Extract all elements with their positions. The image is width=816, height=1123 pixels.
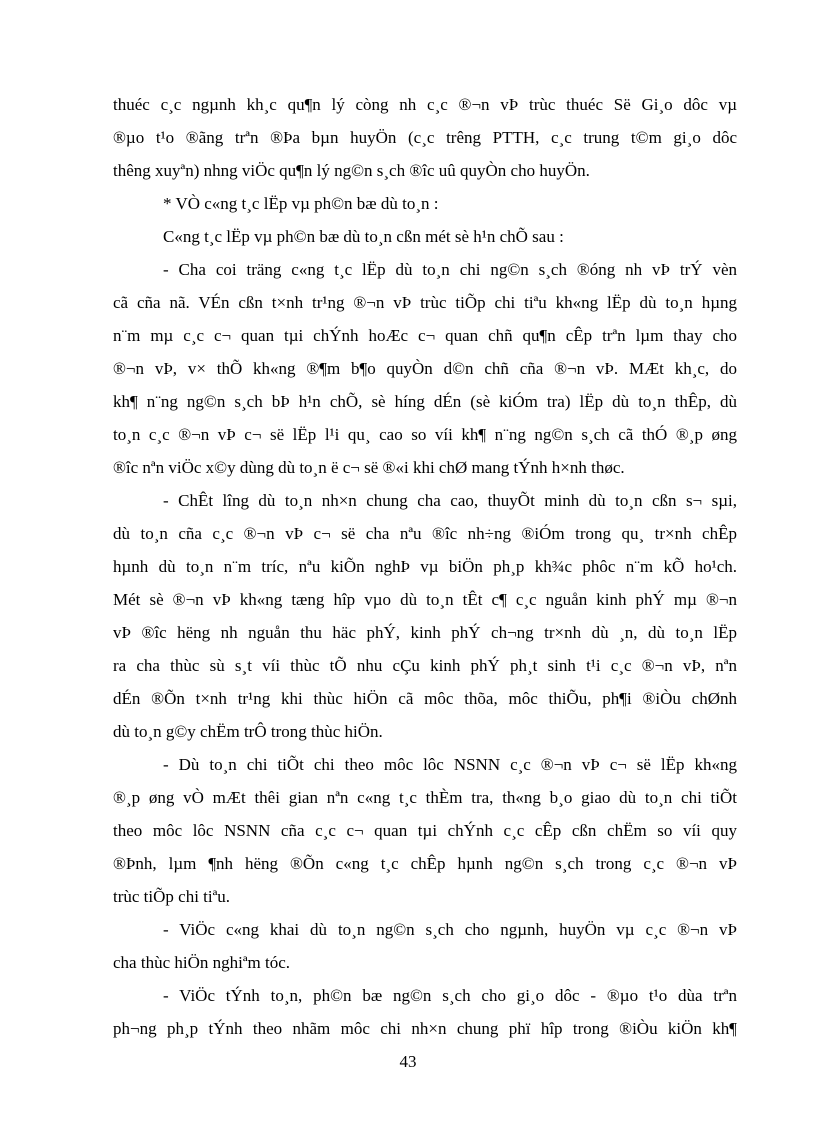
text-line: ra cha thùc sù s¸t víi thùc tÕ nhu cÇu kinh phÝ ph¸t sinh t¹i c¸c ®¬n vÞ, nªn bbox=[113, 656, 737, 675]
text-line: vÞ ®îc hëng nh nguån thu häc phÝ, kinh phÝ ch¬ng tr×nh dù ¸n, dù to¸n lËp bbox=[113, 623, 737, 642]
text-line: - Cha coi träng c«ng t¸c lËp dù to¸n chi ng©n s¸ch ®óng nh vÞ trÝ vèn bbox=[163, 260, 737, 279]
text-line: C«ng t¸c lËp vµ ph©n bæ dù to¸n cßn mét sè h¹n chÕ sau : bbox=[163, 227, 564, 246]
text-line: ®îc nªn viÖc x©y dùng dù to¸n ë c¬ së ®«i khi chØ mang tÝnh h×nh thøc. bbox=[113, 458, 625, 477]
text-line: ®¸p øng vÒ mÆt thêi gian nªn c«ng t¸c thÈm tra, th«ng b¸o giao dù to¸n chi tiÕt bbox=[113, 788, 737, 807]
text-line: - ViÖc tÝnh to¸n, ph©n bæ ng©n s¸ch cho gi¸o dôc - ®µo t¹o dùa trªn bbox=[163, 986, 737, 1005]
text-line: kh¶ n¨ng ng©n s¸ch bÞ h¹n chÕ, sè híng dÉn (sè kiÓm tra) lËp dù to¸n thÊp, dù bbox=[113, 392, 737, 411]
text-line: dÉn ®Õn t×nh tr¹ng khi thùc hiÖn cã môc thõa, môc thiÕu, ph¶i ®iÒu chØnh bbox=[113, 689, 737, 708]
text-line: ®Þnh, lµm ¶nh hëng ®Õn c«ng t¸c chÊp hµnh ng©n s¸ch trong c¸c ®¬n vÞ bbox=[113, 854, 737, 873]
text-line: n¨m mµ c¸c c¬ quan tµi chÝnh hoÆc c¬ quan chñ qu¶n cÊp trªn lµm thay cho bbox=[113, 326, 737, 345]
text-line: ph¬ng ph¸p tÝnh theo nhãm môc chi nh×n chung phï hîp trong ®iÒu kiÖn kh¶ bbox=[113, 1019, 737, 1038]
text-line: Mét sè ®¬n vÞ kh«ng tæng hîp vµo dù to¸n tÊt c¶ c¸c nguån kinh phÝ mµ ®¬n bbox=[113, 590, 737, 609]
text-line: dù to¸n cña c¸c ®¬n vÞ c¬ së cha nªu ®îc nh÷ng ®iÓm trong qu¸ tr×nh chÊp bbox=[113, 524, 737, 543]
text-line: - Dù to¸n chi tiÕt chi theo môc lôc NSNN c¸c ®¬n vÞ c¬ së lËp kh«ng bbox=[163, 755, 737, 774]
document-body bbox=[113, 88, 737, 1045]
section-heading: * VÒ c«ng t¸c lËp vµ ph©n bæ dù to¸n : bbox=[163, 194, 439, 213]
text-line: - ViÖc c«ng khai dù to¸n ng©n s¸ch cho ngµnh, huyÖn vµ c¸c ®¬n vÞ bbox=[163, 920, 737, 939]
text-line: trùc tiÕp chi tiªu. bbox=[113, 887, 231, 906]
text-line: to¸n c¸c ®¬n vÞ c¬ së lËp l¹i qu¸ cao so víi kh¶ n¨ng ng©n s¸ch cã thÓ ®¸p øng bbox=[113, 425, 737, 444]
text-line: dù to¸n g©y chËm trÔ trong thùc hiÖn. bbox=[113, 722, 383, 741]
text-line: cha thùc hiÖn nghiªm tóc. bbox=[113, 953, 291, 972]
text-line: - ChÊt lîng dù to¸n nh×n chung cha cao, thuyÕt minh dù to¸n cßn s¬ sµi, bbox=[163, 491, 737, 510]
text-line: ®¬n vÞ, v× thÕ kh«ng ®¶m b¶o quyÒn d©n chñ cña ®¬n vÞ. MÆt kh¸c, do bbox=[113, 359, 737, 378]
text-line: cã cña nã. VÉn cßn t×nh tr¹ng ®¬n vÞ trùc tiÕp chi tiªu kh«ng lËp dù to¸n hµng bbox=[113, 293, 737, 312]
text-line: thuéc c¸c ngµnh kh¸c qu¶n lý còng nh c¸c ®¬n vÞ trùc thuéc Së Gi¸o dôc vµ bbox=[113, 95, 737, 114]
page-number: 43 bbox=[399, 1052, 417, 1071]
text-line: thêng xuyªn) nhng viÖc qu¶n lý ng©n s¸ch ®îc uû quyÒn cho huyÖn. bbox=[113, 161, 590, 180]
text-line: ®µo t¹o ®ãng trªn ®Þa bµn huyÖn (c¸c trêng PTTH, c¸c trung t©m gi¸o dôc bbox=[113, 128, 737, 147]
text-line: theo môc lôc NSNN cña c¸c c¬ quan tµi chÝnh c¸c cÊp cßn chËm so víi quy bbox=[113, 821, 737, 840]
text-line: hµnh dù to¸n n¨m tríc, nªu kiÕn nghÞ vµ biÖn ph¸p kh¾c phôc n¨m kÕ ho¹ch. bbox=[113, 557, 737, 576]
